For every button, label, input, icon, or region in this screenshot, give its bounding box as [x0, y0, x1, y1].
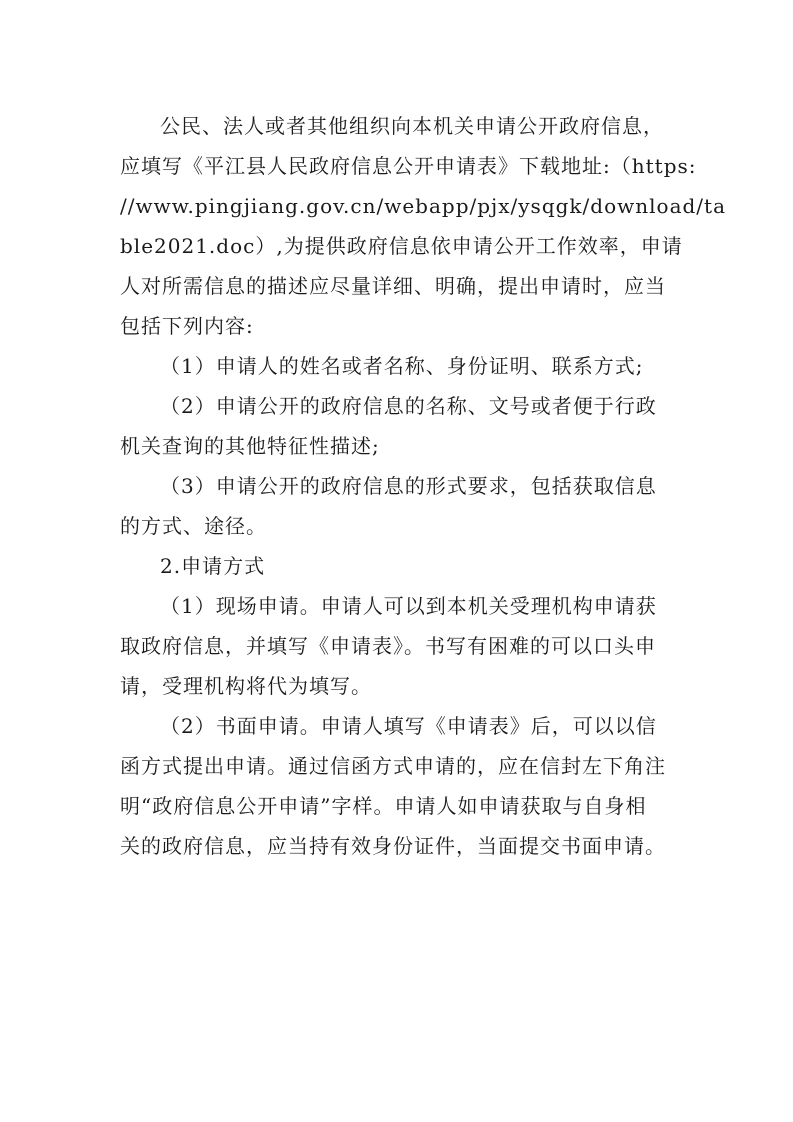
text-line: （2）书面申请。申请人填写《申请表》后，可以以信: [160, 714, 657, 738]
text-line: （1）申请人的姓名或者名称、身份证明、联系方式;: [160, 354, 644, 378]
text-line: ble2021.doc）,为提供政府信息依申请公开工作效率，申请: [120, 234, 683, 258]
text-line: 应填写《平江县人民政府信息公开申请表》下载地址:（https:: [120, 154, 697, 178]
text-line: 2.申请方式: [160, 554, 266, 578]
text-line: 关的政府信息，应当持有效身份证件，当面提交书面申请。: [120, 834, 666, 858]
text-line: 的方式、途径。: [120, 514, 267, 538]
paragraph-item-2: [120, 386, 680, 466]
paragraph-item-1: [120, 346, 680, 386]
paragraph-onsite-application: [120, 586, 680, 706]
text-line: （2）申请公开的政府信息的名称、文号或者便于行政: [160, 394, 657, 418]
text-line: 明“政府信息公开申请”字样。申请人如申请获取与自身相: [120, 794, 647, 818]
paragraph-item-3: [120, 466, 680, 546]
text-line: 取政府信息，并填写《申请表》。书写有困难的可以口头申: [120, 634, 656, 658]
text-line: //www.pingjiang.gov.cn/webapp/pjx/ysqgk/download/ta: [120, 194, 726, 218]
section-heading-application-method: [120, 546, 680, 586]
paragraph-intro: [120, 106, 726, 346]
text-line: 包括下列内容:: [120, 314, 254, 338]
text-line: 请，受理机构将代为填写。: [120, 674, 372, 698]
paragraph-written-application: [120, 706, 680, 866]
text-line: 函方式提出申请。通过信函方式申请的，应在信封左下角注: [120, 754, 666, 778]
text-line: （1）现场申请。申请人可以到本机关受理机构申请获: [160, 594, 657, 618]
document-body: [120, 106, 726, 866]
text-line: 公民、法人或者其他组织向本机关申请公开政府信息，: [160, 114, 664, 138]
text-line: 人对所需信息的描述应尽量详细、明确，提出申请时，应当: [120, 274, 666, 298]
text-line: 机关查询的其他特征性描述;: [120, 434, 380, 458]
text-line: （3）申请公开的政府信息的形式要求，包括获取信息: [160, 474, 657, 498]
